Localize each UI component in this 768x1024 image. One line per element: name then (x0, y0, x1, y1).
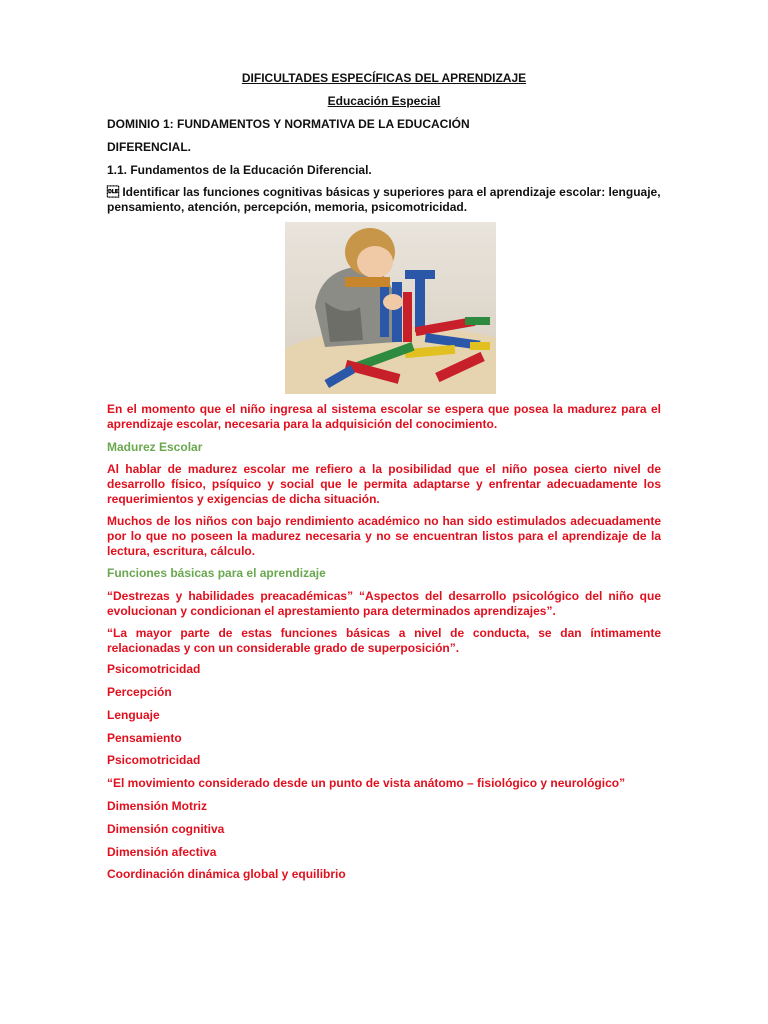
list-item: Dimensión Motriz (107, 799, 208, 813)
list-item: Dimensión cognitiva (107, 822, 225, 836)
document-title: DIFICULTADES ESPECÍFICAS DEL APRENDIZAJE (241, 71, 527, 85)
list-item: Coordinación dinámica global y equilibrio (107, 867, 346, 881)
list-item: Psicomotricidad (107, 662, 201, 676)
madurez-escolar-heading: Madurez Escolar (107, 440, 203, 454)
list-item: Dimensión afectiva (107, 845, 217, 859)
funciones-quote-paragraph: “La mayor parte de estas funciones básicas a nivel de conducta, se dan íntimamente relacionadas y con un considerable grado de superposición”. (107, 626, 661, 655)
dominio-heading-line-2: DIFERENCIAL. (107, 140, 191, 154)
funciones-basicas-heading: Funciones básicas para el aprendizaje (107, 566, 326, 580)
list-item: Percepción (107, 685, 172, 699)
list-item: Psicomotricidad (107, 753, 201, 767)
list-item: Pensamiento (107, 731, 182, 745)
child-playing-blocks-photo (285, 222, 496, 394)
list-item: Lenguaje (107, 708, 160, 722)
movimiento-quote: “El movimiento considerado desde un punto de vista anátomo – fisiológico y neurológico” (107, 776, 626, 790)
section-heading: 1.1. Fundamentos de la Educación Diferencial. (107, 163, 372, 177)
bajo-rendimiento-paragraph: Muchos de los niños con bajo rendimiento académico no han sido estimulados adecuadamente por lo que no poseen la madurez necesaria y no se encuentran listos para el aprendizaje de la lectura, escritura, cálculo. (107, 514, 661, 558)
dominio-heading-line-1: DOMINIO 1: FUNDAMENTOS Y NORMATIVA DE LA EDUCACIÓN (107, 117, 470, 131)
objective-bullet:  Identificar las funciones cognitivas básicas y superiores para el aprendizaje escolar: lenguaje, pensamiento, atención, percepción, memoria, psicomotricidad. (107, 185, 661, 214)
document-subtitle: Educación Especial (327, 94, 441, 108)
destrezas-paragraph: “Destrezas y habilidades preacadémicas” “Aspectos del desarrollo psicológico del niño que evolucionan y condicionan el aprestamiento para determinados aprendizajes”. (107, 589, 661, 618)
intro-paragraph: En el momento que el niño ingresa al sistema escolar se espera que posea la madurez para el aprendizaje escolar, necesaria para la adquisición del conocimiento. (107, 402, 661, 431)
madurez-paragraph: Al hablar de madurez escolar me refiero a la posibilidad que el niño posea cierto nivel de desarrollo físico, psíquico y social que le permita adaptarse y enfrentar adecuadamente los requerimientos y exigencias de dicha situación. (107, 462, 661, 506)
